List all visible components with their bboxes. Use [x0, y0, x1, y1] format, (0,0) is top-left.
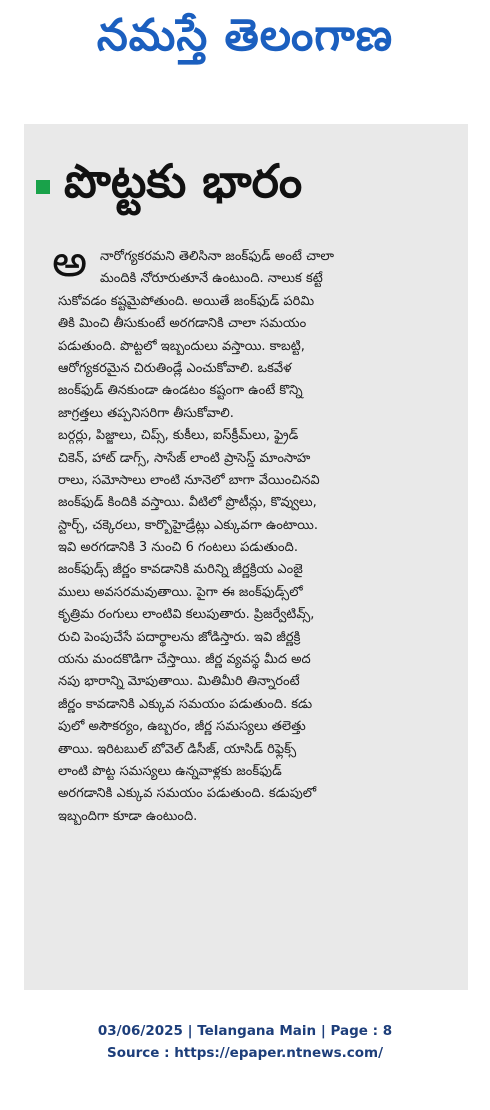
footer-source: Source : https://epaper.ntnews.com/ [106, 1045, 384, 1061]
article-line: తికి మించి తీసుకుంటే అరగడానికి చాలా సమయం [58, 316, 307, 332]
article-line: అరగడానికి ఎక్కువ సమయం పడుతుంది. కడుపులో [58, 786, 317, 802]
article-line: జంక్‌ఫుడ్ కిందికి వస్తాయి. వీటిలో ప్రొటీన్లు, కొవ్వులు, [58, 495, 317, 511]
article-line: ములు అవసరమవుతాయి. పైగా ఈ జంక్‌ఫుడ్స్‌లో [58, 584, 303, 600]
newspaper-logo-text: నమస్తే తెలంగాణ [96, 10, 394, 61]
article-body [52, 236, 458, 828]
article-line: జాగ్రత్తలు తప్పనిసరిగా తీసుకోవాలి. [58, 405, 234, 421]
page-footer [0, 1020, 490, 1064]
article-headline: పొట్టకు భారం [64, 154, 303, 208]
article-line: యను మందకొడిగా చేస్తాయి. జీర్ణ వ్యవస్థ మీద అద [58, 652, 311, 668]
article-line: కృత్రిమ రంగులు లాంటివి కలుపుతారు. ప్రిజర్వేటివ్స్, [58, 607, 315, 623]
article-line: బర్గర్లు, పిజ్జాలు, చిప్స్, కుకీలు, ఐస్‌క్రీమ్‌లు, ఫ్రైడ్ [58, 428, 299, 444]
article-line: చికెన్, హాట్ డాగ్స్, సాసేజ్ లాంటి ప్రాసెస్డ్ మాంసాహ [58, 450, 311, 466]
article-line: ఆరోగ్యకరమైన చిరుతిండ్లే ఎంచుకోవాలి. ఒకవేళ [58, 360, 292, 376]
headline-row [24, 152, 468, 222]
article-line: స్టార్చ్, చక్కెరలు, కార్బొహైడ్రేట్లు ఎక్కువగా ఉంటాయి. [58, 517, 318, 533]
article-line: నపు భారాన్ని మోపుతాయి. మితిమీరి తిన్నారంటే [58, 674, 300, 690]
article-line: సుకోవడం కష్టమైపోతుంది. అయితే జంక్‌ఫుడ్ పరిమి [58, 293, 315, 309]
article-line: ఇవి అరగడానికి 3 నుంచి 6 గంటలు పడుతుంది. [58, 540, 298, 556]
footer-edition-info: 03/06/2025 | Telangana Main | Page : 8 [97, 1023, 393, 1039]
article-line: రాలు, సమోసాలు లాంటి నూనెలో బాగా వేయించినవి [58, 472, 320, 488]
article-line: తాయి. ఇరిటబుల్ బోవెల్ డిసీజ్, యాసిడ్ రిఫ్లెక్స్ [58, 741, 297, 757]
article-line-text: నారోగ్యకరమని తెలిసినా జంక్‌ఫుడ్ అంటే చాలా [100, 249, 335, 264]
article-line: జీర్ణం కావడానికి ఎక్కువ సమయం పడుతుంది. కడు [58, 696, 313, 712]
article-line: జంక్‌ఫుడ్స్ జీర్ణం కావడానికి మరిన్ని జీర్ణక్రియ ఎంజై [58, 562, 303, 578]
article-line: రుచి పెంపుచేసే పదార్థాలను జోడిస్తారు. ఇవి జీర్ణక్రి [58, 629, 301, 645]
article-line: మందికి నోరూరుతూనే ఉంటుంది. నాలుక కట్టే [100, 271, 323, 287]
article-line: ఇబ్బందిగా కూడా ఉంటుంది. [58, 808, 198, 824]
green-square-bullet-icon [36, 180, 50, 194]
drop-cap: అ [52, 236, 88, 287]
article-line: పులో అసౌకర్యం, ఉబ్బరం, జీర్ణ సమస్యలు తలెత్తు [58, 719, 306, 735]
article-panel [24, 124, 468, 990]
article-line: పడుతుంది. పొట్టలో ఇబ్బందులు వస్తాయి. కాబట్టి, [58, 338, 305, 354]
masthead [0, 0, 490, 82]
article-line: లాంటి పొట్ట సమస్యలు ఉన్నవాళ్లకు జంక్‌ఫుడ్ [58, 763, 282, 779]
article-line: జంక్‌ఫుడ్ తినకుండా ఉండటం కష్టంగా ఉంటే కొన్ని [58, 383, 303, 399]
